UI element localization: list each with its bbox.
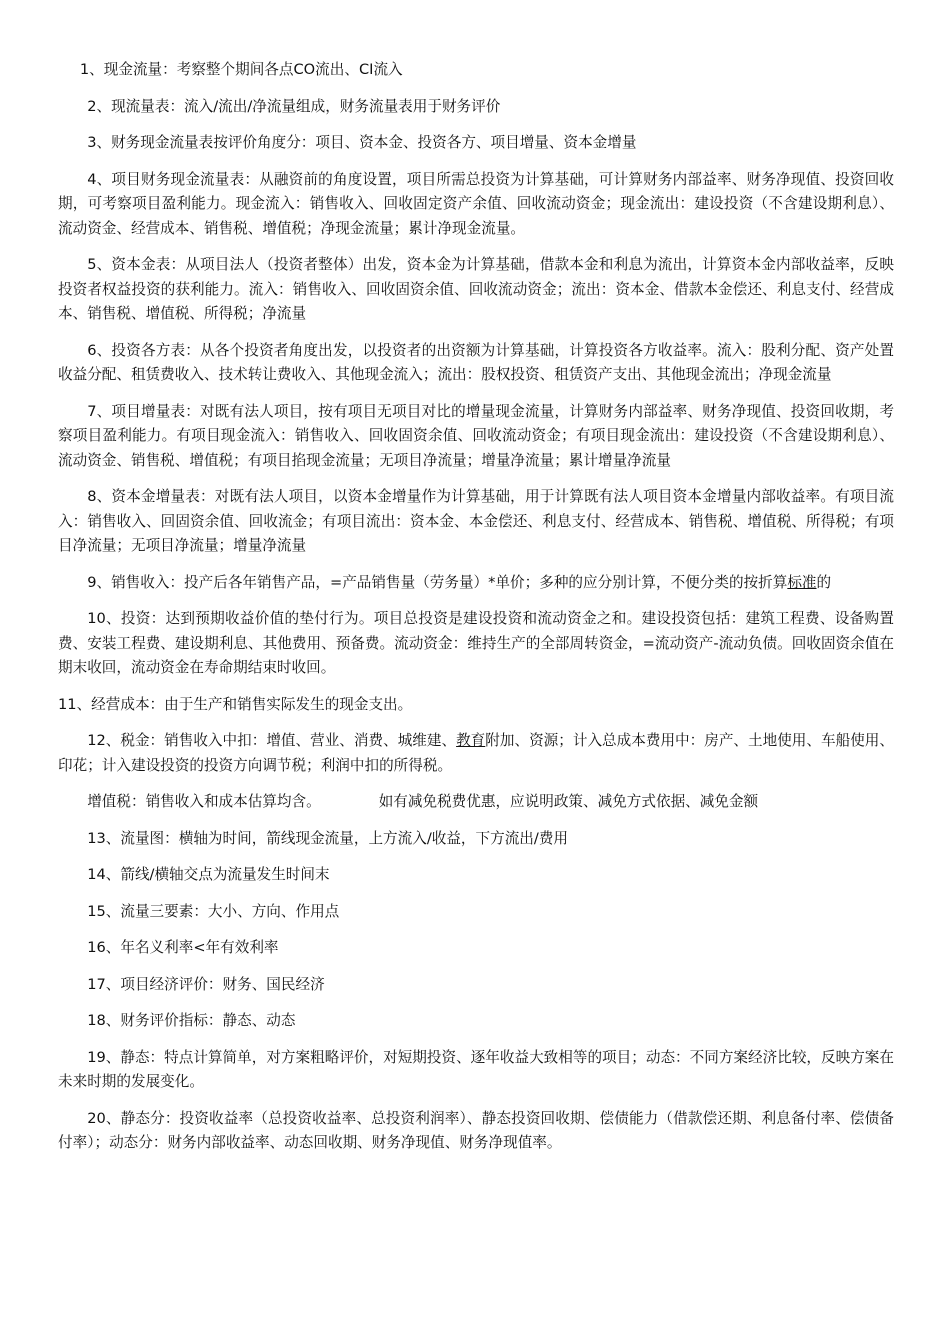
paragraph-7: 7、项目增量表：对既有法人项目，按有项目无项目对比的增量现金流量，计算财务内部益率、财务净现值、投资回收期，考察项目盈利能力。有项目现金流入：销售收入、回收固资余值、回收流动资金；有项目现金流出：建设投资（不含建设期利息）、流动资金、销售税、增值税；有项目掐现金流量；无项目净流量；增量净流量；累计增量净流量 xyxy=(58,402,894,469)
underlined-term: 标准 xyxy=(787,573,817,591)
paragraph-18: 18、财务评价指标：静态、动态 xyxy=(87,1012,296,1029)
paragraph-14: 14、箭线/横轴交点为流量发生时间末 xyxy=(87,866,330,883)
paragraph-12-text: 12、税金：销售收入中扣：增值、营业、消费、城维建、 xyxy=(87,732,457,749)
vat-note-left: 增值税：销售收入和成本估算均含。 xyxy=(87,793,321,810)
paragraph-6: 6、投资各方表：从各个投资者角度出发，以投资者的出资额为计算基础，计算投资各方收益率。流入：股利分配、资产处置收益分配、租赁费收入、技术转让费收入、其他现金流入；流出：股权投资、租赁资产支出、其他现金流出；净现金流量 xyxy=(58,341,894,383)
paragraph-13: 13、流量图：横轴为时间，箭线现金流量，上方流入/收益，下方流出/费用 xyxy=(87,829,569,847)
vat-note-right: 如有减免税费优惠，应说明政策、减免方式依据、减免金额 xyxy=(378,793,759,810)
paragraph-10: 10、投资：达到预期收益价值的垫付行为。项目总投资是建设投资和流动资金之和。建设投资包括：建筑工程费、设备购置费、安装工程费、建设期利息、其他费用、预备费。流动资金：维持生产的全部周转资金，=流动资产-流动负债。回收固资余值在期末收回，流动资金在寿命期结束时收回。 xyxy=(58,610,894,676)
paragraph-9-tail: 的 xyxy=(816,573,832,591)
paragraph-5: 5、资本金表：从项目法人（投资者整体）出发，资本金为计算基础，借款本金和利息为流出，计算资本金内部收益率，反映投资者权益投资的获利能力。流入：销售收入、回收固资余值、回收流动资金；流出：资本金、借款本金偿还、利息支付、经营成本、销售税、增值税、所得税；净流量 xyxy=(58,256,894,322)
paragraph-2: 2、现流量表：流入/流出/净流量组成，财务流量表用于财务评价 xyxy=(87,97,501,115)
paragraph-4: 4、项目财务现金流量表：从融资前的角度设置，项目所需总投资为计算基础，可计算财务内部益率、财务净现值、投资回收期，可考察项目盈利能力。现金流入：销售收入、回收固定资产余值、回收流动资金；现金流出：建设投资（不含建设期利息）、流动资金、经营成本、销售税、增值税；净现金流量；累计净现金流量。 xyxy=(58,170,894,237)
document-page xyxy=(58,58,894,1168)
underlined-term: 教育 xyxy=(456,732,486,749)
paragraph-16: 16、年名义利率<年有效利率 xyxy=(87,939,279,956)
paragraph-17: 17、项目经济评价：财务、国民经济 xyxy=(87,975,325,993)
vat-note xyxy=(58,790,894,815)
paragraph-3: 3、财务现金流量表按评价角度分：项目、资本金、投资各方、项目增量、资本金增量 xyxy=(87,134,637,151)
paragraph-20: 20、静态分：投资收益率（总投资收益率、总投资利润率）、静态投资回收期、偿债能力（借款偿还期、利息备付率、偿债备付率）；动态分：财务内部收益率、动态回收期、财务净现值、财务净现值率。 xyxy=(58,1109,894,1151)
paragraph-9 xyxy=(58,571,894,596)
paragraph-12 xyxy=(58,729,894,778)
paragraph-8: 8、资本金增量表：对既有法人项目，以资本金增量作为计算基础，用于计算既有法人项目资本金增量内部收益率。有项目流入：销售收入、回固资余值、回收流金；有项目流出：资本金、本金偿还、利息支付、经营成本、销售税、增值税、所得税；有项目净流量；无项目净流量；增量净流量 xyxy=(58,488,894,554)
paragraph-12-tail: 附加、资源；计入总成本费用中：房产、土地使用、车船使用、印花；计入建设投资的投资方向调节税；利润中扣的所得税。 xyxy=(58,732,894,774)
paragraph-1: 1、现金流量：考察整个期间各点CO流出、CI流入 xyxy=(79,61,403,78)
paragraph-19: 19、静态：特点计算简单，对方案粗略评价，对短期投资、逐年收益大致相等的项目；动态：不同方案经济比较，反映方案在未来时期的发展变化。 xyxy=(58,1048,894,1090)
paragraph-9-text: 9、销售收入：投产后各年销售产品，=产品销售量（劳务量）*单价；多种的应分别计算，不便分类的按折算 xyxy=(87,573,788,591)
paragraph-11: 11、经营成本：由于生产和销售实际发生的现金支出。 xyxy=(58,695,413,713)
paragraph-15: 15、流量三要素：大小、方向、作用点 xyxy=(87,902,340,920)
